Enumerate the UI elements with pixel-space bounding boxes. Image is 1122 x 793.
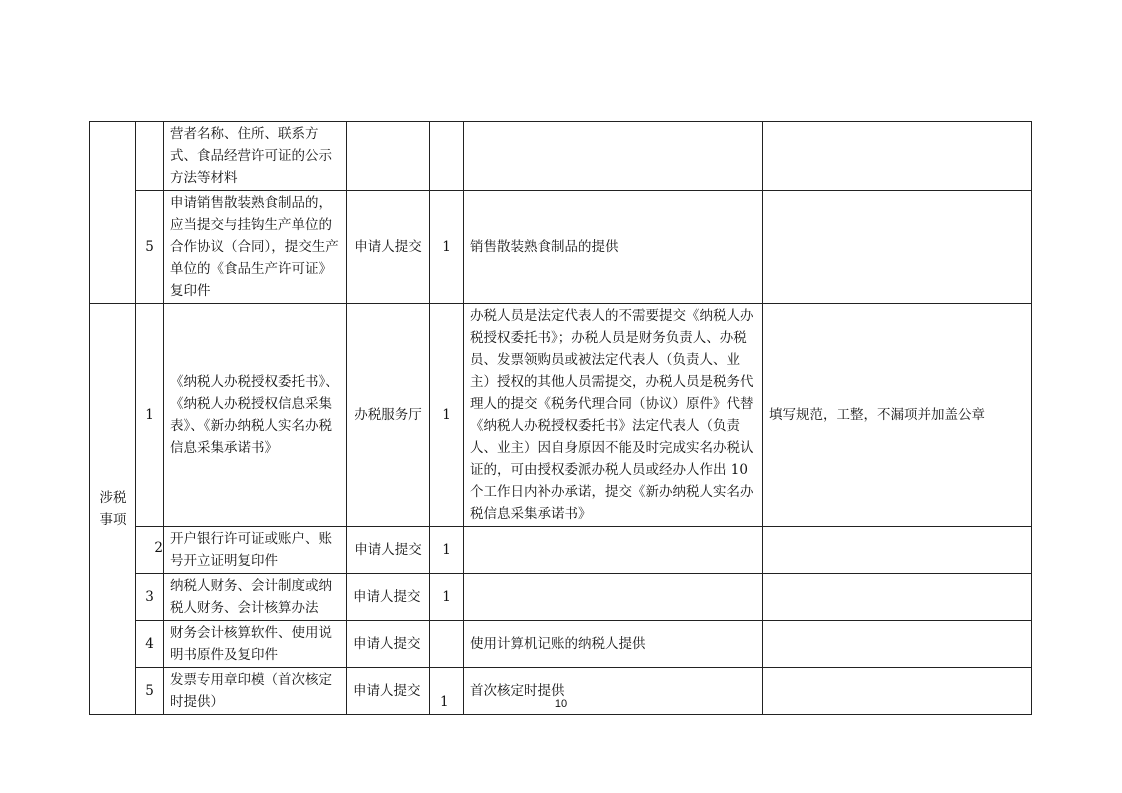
table-row <box>90 621 1032 668</box>
category-cell <box>90 122 136 304</box>
note-cell: 办税人员是法定代表人的不需要提交《纳税人办税授权委托书》；办税人员是财务负责人、办税员、发票领购员或被法定代表人（负责人、业主）授权的其他人员需提交，办税人员是税务代理人的提交《税务代理合同（协议）原件》代替《纳税人办税授权委托书》法定代表人（负责人、业主）因自身原因不能及时完成实名办税认证的，可由授权委派办税人员或经办人作出 10 个工作日内补办承诺，提交《新办纳税人实名办税信息采集承诺书》 <box>464 304 763 527</box>
note-cell: 首次核定时提供 <box>464 668 763 715</box>
remark-cell <box>763 574 1032 621</box>
material-cell: 营者名称、住所、联系方式、食品经营许可证的公示方法等材料 <box>164 122 347 191</box>
row-number <box>136 122 164 191</box>
submission-form-cell: 申请人提交 <box>347 191 430 304</box>
note-cell <box>464 574 763 621</box>
table-row <box>90 122 1032 191</box>
copies-cell: 1 <box>430 304 464 527</box>
remark-cell <box>763 527 1032 574</box>
row-number: 1 <box>136 304 164 527</box>
remark-cell <box>763 122 1032 191</box>
table-row <box>90 191 1032 304</box>
remark-cell: 填写规范，工整，不漏项并加盖公章 <box>763 304 1032 527</box>
row-number: 5 <box>136 668 164 715</box>
copies-cell: 1 <box>430 668 464 715</box>
material-cell: 开户银行许可证或账户、账号开立证明复印件 <box>164 527 347 574</box>
submission-form-cell: 申请人提交 <box>347 621 430 668</box>
material-cell: 发票专用章印模（首次核定时提供） <box>164 668 347 715</box>
category-cell: 涉税事项 <box>90 304 136 715</box>
table-row <box>90 304 1032 527</box>
submission-form-cell: 办税服务厅 <box>347 304 430 527</box>
note-cell <box>464 122 763 191</box>
remark-cell <box>763 621 1032 668</box>
table-row <box>90 574 1032 621</box>
note-cell <box>464 527 763 574</box>
table-row <box>90 527 1032 574</box>
copies-cell: 1 <box>430 574 464 621</box>
row-number: 2 <box>136 527 164 574</box>
submission-form-cell: 申请人提交 <box>347 527 430 574</box>
copies-cell: 1 <box>430 527 464 574</box>
page-number: 10 <box>554 698 568 710</box>
submission-form-cell <box>347 122 430 191</box>
copies-cell: 1 <box>430 191 464 304</box>
submission-form-cell: 申请人提交 <box>347 668 430 715</box>
material-cell: 《纳税人办税授权委托书》、《纳税人办税授权信息采集表》、《新办纳税人实名办税信息采集承诺书》 <box>164 304 347 527</box>
copies-cell <box>430 621 464 668</box>
requirements-table <box>89 121 1032 715</box>
remark-cell <box>763 191 1032 304</box>
note-cell: 使用计算机记账的纳税人提供 <box>464 621 763 668</box>
submission-form-cell: 申请人提交 <box>347 574 430 621</box>
row-number: 3 <box>136 574 164 621</box>
material-cell: 纳税人财务、会计制度或纳税人财务、会计核算办法 <box>164 574 347 621</box>
row-number: 5 <box>136 191 164 304</box>
material-cell: 财务会计核算软件、使用说明书原件及复印件 <box>164 621 347 668</box>
row-number: 4 <box>136 621 164 668</box>
material-cell: 申请销售散装熟食制品的，应当提交与挂钩生产单位的合作协议（合同），提交生产单位的《食品生产许可证》复印件 <box>164 191 347 304</box>
copies-cell <box>430 122 464 191</box>
note-cell: 销售散装熟食制品的提供 <box>464 191 763 304</box>
